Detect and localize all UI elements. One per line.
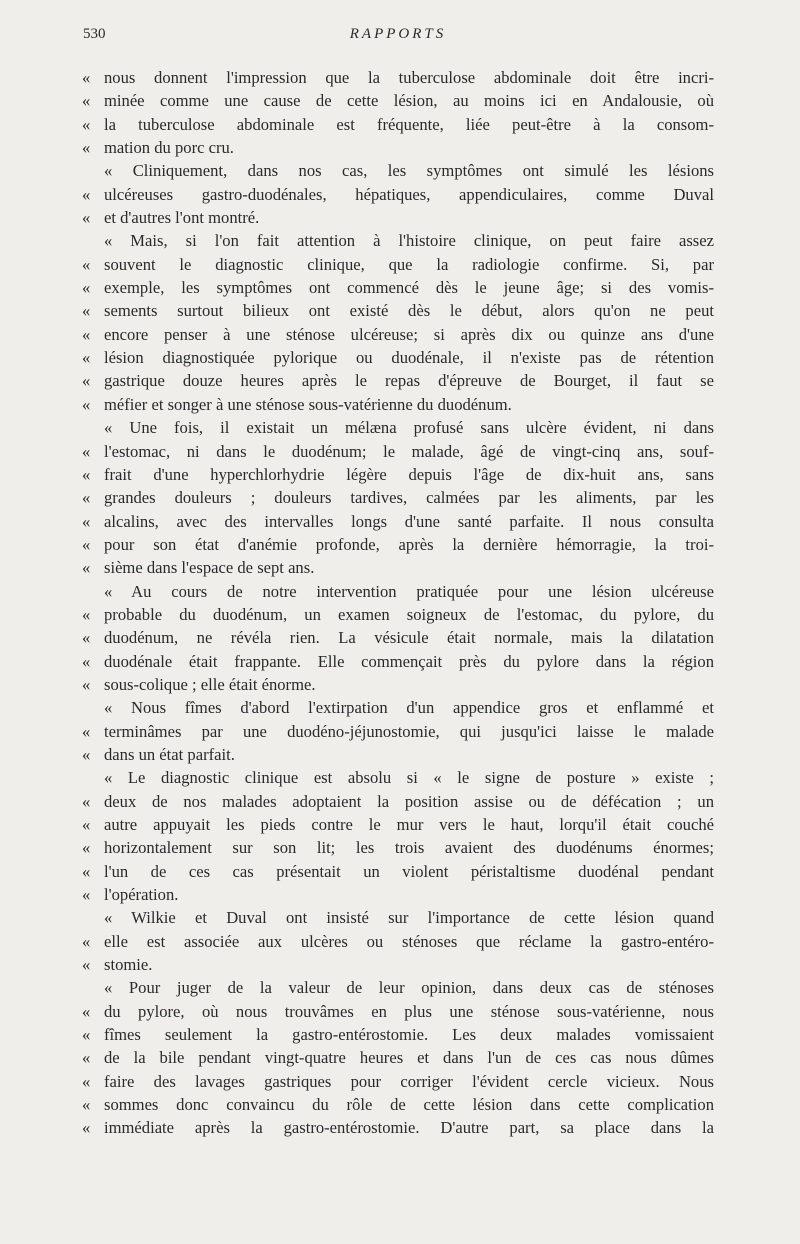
line-text: dans un état parfait. xyxy=(104,744,235,764)
line-text: sommes donc convaincu du rôle de cette lésion dans cette complication xyxy=(104,1095,714,1115)
quote-mark: « xyxy=(82,744,91,764)
quote-mark: « xyxy=(82,1001,91,1021)
text-line xyxy=(82,323,714,346)
line-text: « Pour juger de la valeur de leur opinion, dans deux cas de sténoses xyxy=(104,978,714,998)
line-text: méfier et songer à une sténose sous-vatérienne du duodénum. xyxy=(104,394,512,414)
text-line xyxy=(82,159,714,182)
quote-mark: « xyxy=(82,861,91,881)
quote-mark: « xyxy=(82,68,91,87)
line-text: terminâmes par une duodéno-jéjunostomie, qui jusqu'ici laisse le malade xyxy=(104,721,714,741)
text-line xyxy=(82,533,714,556)
quote-mark: « xyxy=(82,1025,91,1045)
line-text: de la bile pendant vingt-quatre heures et dans l'un de ces cas nous dûmes xyxy=(104,1048,714,1068)
line-text: autre appuyait les pieds contre le mur vers le haut, lorqu'il était couché xyxy=(104,815,714,834)
line-text: probable du duodénum, un examen soigneux de l'estomac, du pylore, du xyxy=(104,604,714,624)
quote-mark: « xyxy=(82,931,91,951)
text-line xyxy=(82,860,714,883)
quote-mark: « xyxy=(82,1048,91,1068)
text-line xyxy=(82,603,714,626)
quote-mark: « xyxy=(82,628,91,648)
quote-mark: « xyxy=(82,91,91,111)
text-line xyxy=(82,89,714,112)
line-text: du pylore, où nous trouvâmes en plus une sténose sous-vatérienne, nous xyxy=(104,1001,714,1021)
text-line xyxy=(82,556,714,579)
quote-mark: « xyxy=(82,815,91,834)
line-text: minée comme une cause de cette lésion, au moins ici en Andalousie, où xyxy=(104,91,714,111)
quote-mark: « xyxy=(82,348,91,368)
line-text: mation du porc cru. xyxy=(104,138,234,158)
text-line xyxy=(82,393,714,416)
quote-mark: « xyxy=(82,791,91,811)
line-text: « Wilkie et Duval ont insisté sur l'importance de cette lésion quand xyxy=(104,908,714,928)
text-line xyxy=(82,836,714,859)
text-line xyxy=(82,1046,714,1069)
line-text: ulcéreuses gastro-duodénales, hépatiques, appendiculaires, comme Duval xyxy=(104,184,714,204)
body-text xyxy=(82,66,714,1140)
line-text: nous donnent l'impression que la tuberculose abdominale doit être incri- xyxy=(104,68,714,87)
text-line xyxy=(82,369,714,392)
line-text: « Au cours de notre intervention pratiquée pour une lésion ulcéreuse xyxy=(104,581,714,601)
quote-mark: « xyxy=(82,464,91,484)
line-text: souvent le diagnostic clinique, que la radiologie confirme. Si, par xyxy=(104,254,714,274)
quote-mark: « xyxy=(82,534,91,554)
text-line xyxy=(82,720,714,743)
text-line xyxy=(82,276,714,299)
quote-mark: « xyxy=(82,604,91,624)
line-text: pour son état d'anémie profonde, après la dernière hémorragie, la troi- xyxy=(104,534,714,554)
line-text: deux de nos malades adoptaient la position assise ou de défécation ; un xyxy=(104,791,714,811)
text-line xyxy=(82,1023,714,1046)
line-text: l'opération. xyxy=(104,885,179,905)
text-line xyxy=(82,1116,714,1139)
quote-mark: « xyxy=(82,278,91,298)
line-text: sements surtout bilieux ont existé dès le début, alors qu'on ne peut xyxy=(104,301,714,321)
line-text: sième dans l'espace de sept ans. xyxy=(104,558,315,578)
quote-mark: « xyxy=(82,838,91,858)
quote-mark: « xyxy=(82,511,91,531)
quote-mark: « xyxy=(82,254,91,274)
quote-mark: « xyxy=(82,394,91,414)
quote-mark: « xyxy=(82,1095,91,1115)
line-text: faire des lavages gastriques pour corriger l'évident cercle vicieux. Nous xyxy=(104,1071,714,1091)
line-text: la tuberculose abdominale est fréquente, liée peut-être à la consom- xyxy=(104,114,714,134)
line-text: elle est associée aux ulcères ou sténoses que réclame la gastro-entéro- xyxy=(104,931,714,951)
quote-mark: « xyxy=(82,1118,91,1138)
page-header xyxy=(83,26,713,48)
text-line xyxy=(82,486,714,509)
text-line xyxy=(82,626,714,649)
text-line xyxy=(82,510,714,533)
line-text: stomie. xyxy=(104,955,153,975)
text-line xyxy=(82,673,714,696)
quote-mark: « xyxy=(82,651,91,671)
line-text: « Cliniquement, dans nos cas, les symptômes ont simulé les lésions xyxy=(104,161,714,181)
text-line xyxy=(82,580,714,603)
quote-mark: « xyxy=(82,371,91,391)
line-text: duodénale était frappante. Elle commençait près du pylore dans la région xyxy=(104,651,714,671)
quote-mark: « xyxy=(82,208,91,228)
text-line xyxy=(82,1000,714,1023)
line-text: duodénum, ne révéla rien. La vésicule était normale, mais la dilatation xyxy=(104,628,714,648)
line-text: alcalins, avec des intervalles longs d'une santé parfaite. Il nous consulta xyxy=(104,511,714,531)
text-line xyxy=(82,253,714,276)
text-line xyxy=(82,206,714,229)
text-line xyxy=(82,743,714,766)
quote-mark: « xyxy=(82,674,91,694)
quote-mark: « xyxy=(82,138,91,158)
quote-mark: « xyxy=(82,1071,91,1091)
running-title: RAPPORTS xyxy=(349,26,447,42)
quote-mark: « xyxy=(82,558,91,578)
line-text: horizontalement sur son lit; les trois avaient des duodénums énormes; xyxy=(104,838,714,858)
text-line xyxy=(82,66,714,89)
page-number: 530 xyxy=(83,26,106,42)
text-line xyxy=(82,229,714,252)
line-text: l'estomac, ni dans le duodénum; le malade, âgé de vingt-cinq ans, souf- xyxy=(104,441,714,461)
text-line xyxy=(82,183,714,206)
text-line xyxy=(82,953,714,976)
line-text: « Une fois, il existait un mélæna profusé sans ulcère évident, ni dans xyxy=(104,418,714,438)
text-line xyxy=(82,463,714,486)
quote-mark: « xyxy=(82,885,91,905)
quote-mark: « xyxy=(82,324,91,344)
text-line xyxy=(82,440,714,463)
line-text: et d'autres l'ont montré. xyxy=(104,208,260,228)
text-line xyxy=(82,1070,714,1093)
text-line xyxy=(82,136,714,159)
text-line xyxy=(82,976,714,999)
text-line xyxy=(82,930,714,953)
text-line xyxy=(82,906,714,929)
line-text: exemple, les symptômes ont commencé dès le jeune âge; si des vomis- xyxy=(104,278,714,298)
text-line xyxy=(82,113,714,136)
line-text: frait d'une hyperchlorhydrie légère depuis l'âge de dix-huit ans, sans xyxy=(104,464,714,484)
line-text: encore penser à une sténose ulcéreuse; si après dix ou quinze ans d'une xyxy=(104,324,714,344)
text-line xyxy=(82,650,714,673)
text-line xyxy=(82,416,714,439)
line-text: « Le diagnostic clinique est absolu si « le signe de posture » existe ; xyxy=(104,768,714,788)
line-text: lésion diagnostiquée pylorique ou duodénale, il n'existe pas de rétention xyxy=(104,348,714,368)
quote-mark: « xyxy=(82,721,91,741)
text-line xyxy=(82,1093,714,1116)
text-line xyxy=(82,813,714,836)
line-text: « Nous fîmes d'abord l'extirpation d'un appendice gros et enflammé et xyxy=(104,698,714,718)
text-line xyxy=(82,696,714,719)
line-text: « Mais, si l'on fait attention à l'histoire clinique, on peut faire assez xyxy=(104,231,714,251)
line-text: immédiate après la gastro-entérostomie. D'autre part, sa place dans la xyxy=(104,1118,714,1138)
quote-mark: « xyxy=(82,184,91,204)
quote-mark: « xyxy=(82,441,91,461)
text-line xyxy=(82,346,714,369)
text-line xyxy=(82,790,714,813)
line-text: fîmes seulement la gastro-entérostomie. Les deux malades vomissaient xyxy=(104,1025,714,1045)
line-text: gastrique douze heures après le repas d'épreuve de Bourget, il faut se xyxy=(104,371,714,391)
text-line xyxy=(82,883,714,906)
quote-mark: « xyxy=(82,955,91,975)
quote-mark: « xyxy=(82,114,91,134)
text-line xyxy=(82,766,714,789)
line-text: sous-colique ; elle était énorme. xyxy=(104,674,316,694)
line-text: grandes douleurs ; douleurs tardives, calmées par les aliments, par les xyxy=(104,488,714,508)
line-text: l'un de ces cas présentait un violent péristaltisme duodénal pendant xyxy=(104,861,714,881)
quote-mark: « xyxy=(82,301,91,321)
quote-mark: « xyxy=(82,488,91,508)
text-line xyxy=(82,299,714,322)
